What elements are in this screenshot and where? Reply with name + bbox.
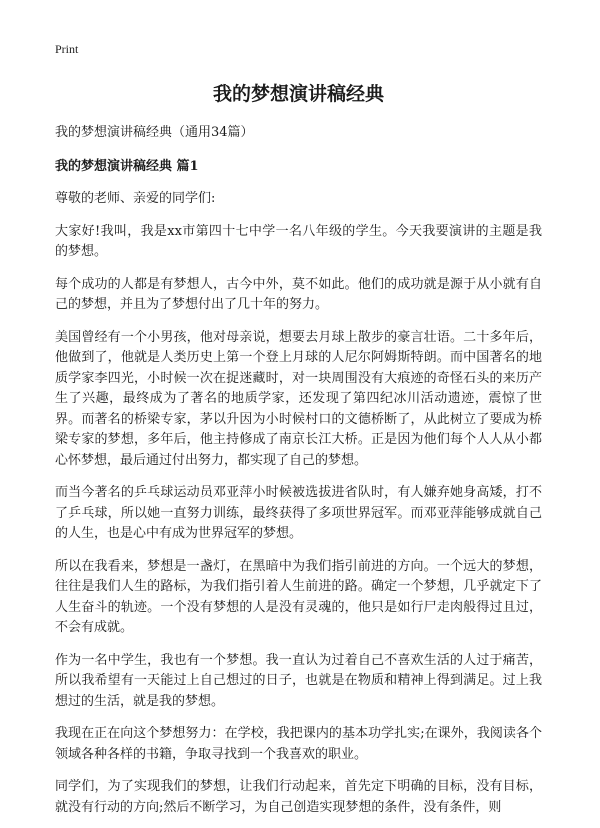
document-subtitle: 我的梦想演讲稿经典（通用34篇） (55, 125, 254, 140)
paragraph-intro: 大家好!我叫，我是xx市第四十七中学一名八年级的学生。今天我要演讲的主题是我的梦想。 (55, 223, 542, 259)
paragraph-success: 每个成功的人都是有梦想人，古今中外，莫不如此。他们的成功就是源于从小就有自己的梦想，并且为了梦想付出了几十年的努力。 (55, 276, 542, 312)
paragraph-examples: 美国曾经有一个小男孩，他对母亲说，想要去月球上散步的豪言壮语。二十多年后，他做到了，他就是人类历史上第一个登上月球的人尼尔阿姆斯特朗。而中国著名的地质学家李四光，小时候一次在捉迷藏时，对一块周围没有大痕迹的奇怪石头的来历产生了兴趣，最终成为了著名的地质学家，还发现了第四纪冰川活动遗迹，震惊了世界。而著名的桥梁专家，茅以升因为小时候村口的文德桥断了，从此树立了要成为桥梁专家的梦想，多年后，他主持修成了南京长江大桥。正是因为他们每个人人从小都心怀梦想，最后通过付出努力，都实现了自己的梦想。 (55, 329, 542, 468)
paragraph-call-to-action: 同学们，为了实现我们的梦想，让我们行动起来，首先定下明确的目标，没有目标，就没有行动的方向;然后不断学习，为自己创造实现梦想的条件，没有条件，则 (55, 779, 542, 815)
paragraph-dream-lamp: 所以在我看来，梦想是一盏灯，在黑暗中为我们指引前进的方向。一个远大的梦想，往往是我们人生的路标，为我们指引着人生前进的路。确定一个梦想，几乎就定下了人生奋斗的轨迹。一个没有梦想的人是没有灵魂的，他只是如行尸走肉般得过且过，不会有成就。 (55, 558, 542, 635)
paragraph-greeting: 尊敬的老师、亲爱的同学们: (55, 191, 216, 206)
print-link[interactable]: Print (55, 42, 79, 56)
section-heading: 我的梦想演讲稿经典 篇1 (55, 159, 199, 174)
document-title: 我的梦想演讲稿经典 (212, 83, 384, 105)
paragraph-effort: 我现在正在向这个梦想努力：在学校，我把课内的基本功学扎实;在课外，我阅读各个领域各种各样的书籍，争取寻找到一个我喜欢的职业。 (55, 726, 542, 762)
paragraph-my-dream: 作为一名中学生，我也有一个梦想。我一直认为过着自己不喜欢生活的人过于痛苦，所以我希望有一天能过上自己想过的日子，也就是在物质和精神上得到满足。过上我想过的生活，就是我的梦想。 (55, 652, 542, 709)
paragraph-deng-yaping: 而当今著名的乒乓球运动员邓亚萍小时候被选拔进省队时，有人嫌弃她身高矮，打不了乒乓球，所以她一直努力训练，最终获得了多项世界冠军。而邓亚萍能够成就自己的人生，也是心中有成为世界冠军的梦想。 (55, 485, 542, 541)
